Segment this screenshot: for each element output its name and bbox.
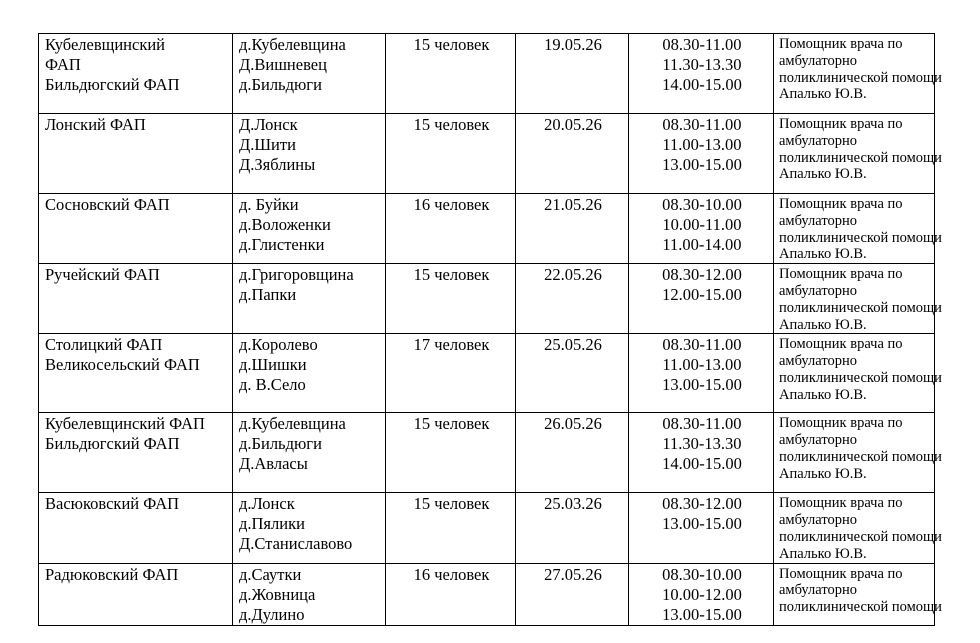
village-name: д.Кубелевщина bbox=[239, 414, 346, 434]
fap-name: ФАП bbox=[45, 55, 81, 74]
time-slot: 10.00-12.00 bbox=[662, 584, 742, 604]
village-name: Д.Станиславово bbox=[239, 534, 353, 554]
staff-line: амбулаторно bbox=[779, 353, 858, 370]
village-name: д.Бильдюги bbox=[239, 434, 322, 454]
staff-line: Помощник врача по bbox=[779, 336, 903, 353]
time-slots-cell bbox=[629, 413, 774, 493]
staff-line: Помощник врача по bbox=[779, 415, 903, 432]
time-slot: 11.30-13.30 bbox=[662, 434, 742, 454]
visit-date: 21.05.26 bbox=[544, 195, 602, 214]
time-slot: 08.30-12.00 bbox=[662, 265, 742, 285]
village-name: д.Саутки bbox=[239, 564, 302, 584]
people-count-cell bbox=[386, 413, 516, 493]
time-slot: 13.00-15.00 bbox=[662, 155, 742, 174]
visit-date: 20.05.26 bbox=[544, 115, 602, 134]
village-name: д.Дулино bbox=[239, 604, 305, 624]
villages-cell bbox=[233, 194, 386, 264]
people-count: 15 человек bbox=[413, 414, 490, 434]
village-name: Д.Лонск bbox=[239, 115, 298, 134]
staff-line: поликлинической помощи bbox=[779, 69, 942, 86]
visit-date: 22.05.26 bbox=[544, 265, 602, 285]
village-name: д.Жовница bbox=[239, 584, 316, 604]
time-slot: 11.00-14.00 bbox=[662, 235, 742, 254]
time-slot: 12.00-15.00 bbox=[662, 285, 742, 305]
village-name: д.Королево bbox=[239, 335, 318, 355]
fap-name-cell bbox=[39, 264, 233, 334]
staff-line: поликлинической помощи bbox=[779, 599, 942, 616]
responsible-staff-cell bbox=[774, 413, 942, 493]
table-row bbox=[39, 563, 935, 625]
village-name: д.Григоровщина bbox=[239, 265, 354, 285]
people-count: 15 человек bbox=[413, 35, 490, 54]
village-name: д.Папки bbox=[239, 285, 297, 305]
visit-date: 26.05.26 bbox=[544, 414, 602, 434]
village-name: д.Кубелевщина bbox=[239, 35, 346, 54]
responsible-staff-cell bbox=[774, 114, 942, 194]
fap-name: Столицкий ФАП bbox=[45, 335, 163, 355]
staff-line: поликлинической помощи bbox=[779, 528, 942, 545]
staff-line: амбулаторно bbox=[779, 282, 858, 299]
date-cell bbox=[516, 264, 629, 334]
fap-name: Кубелевщинский ФАП bbox=[45, 414, 205, 434]
time-slot: 13.00-15.00 bbox=[662, 514, 742, 534]
village-name: д.Воложенки bbox=[239, 215, 331, 234]
schedule-table bbox=[38, 33, 942, 626]
people-count: 15 человек bbox=[413, 115, 490, 134]
date-cell bbox=[516, 493, 629, 563]
time-slot: 11.00-13.00 bbox=[662, 355, 742, 375]
responsible-staff-cell bbox=[774, 563, 942, 625]
staff-line: Помощник врача по bbox=[779, 116, 903, 132]
staff-line: Апалько Ю.В. bbox=[779, 545, 867, 562]
fap-name-cell bbox=[39, 493, 233, 563]
date-cell bbox=[516, 334, 629, 413]
village-name: д. Буйки bbox=[239, 195, 299, 214]
table-row bbox=[39, 334, 935, 413]
responsible-staff-cell bbox=[774, 493, 942, 563]
time-slot: 13.00-15.00 bbox=[662, 375, 742, 395]
staff-line: Апалько Ю.В. bbox=[779, 316, 867, 333]
time-slot: 08.30-11.00 bbox=[662, 335, 742, 355]
people-count: 15 человек bbox=[413, 265, 490, 285]
visit-date: 19.05.26 bbox=[544, 35, 602, 54]
time-slots-cell bbox=[629, 194, 774, 264]
time-slot: 11.30-13.30 bbox=[662, 55, 742, 74]
village-name: д.Лонск bbox=[239, 494, 295, 514]
people-count-cell bbox=[386, 563, 516, 625]
staff-line: амбулаторно bbox=[779, 512, 858, 529]
time-slots-cell bbox=[629, 334, 774, 413]
time-slot: 08.30-10.00 bbox=[662, 564, 742, 584]
time-slot: 11.00-13.00 bbox=[662, 135, 742, 154]
time-slot: 08.30-12.00 bbox=[662, 494, 742, 514]
people-count-cell bbox=[386, 194, 516, 264]
time-slots-cell bbox=[629, 493, 774, 563]
villages-cell bbox=[233, 264, 386, 334]
people-count: 16 человек bbox=[413, 564, 490, 584]
people-count-cell bbox=[386, 264, 516, 334]
time-slot: 08.30-11.00 bbox=[662, 414, 742, 434]
schedule-table-body bbox=[39, 34, 942, 626]
village-name: д.Шишки bbox=[239, 355, 307, 375]
fap-name-cell bbox=[39, 114, 233, 194]
village-name: Д.Шити bbox=[239, 135, 296, 154]
time-slot: 14.00-15.00 bbox=[662, 75, 742, 94]
responsible-staff-cell bbox=[774, 334, 942, 413]
village-name: Д.Зяблины bbox=[239, 155, 316, 174]
villages-cell bbox=[233, 413, 386, 493]
time-slot: 13.00-15.00 bbox=[662, 604, 742, 624]
fap-name-cell bbox=[39, 563, 233, 625]
staff-line: Помощник врача по bbox=[779, 36, 903, 52]
table-row bbox=[39, 493, 935, 563]
fap-name: Васюковский ФАП bbox=[45, 494, 180, 514]
date-cell bbox=[516, 563, 629, 625]
staff-line: амбулаторно bbox=[779, 582, 858, 599]
responsible-staff-cell bbox=[774, 194, 942, 264]
time-slot: 08.30-11.00 bbox=[662, 35, 742, 54]
visit-date: 25.03.26 bbox=[544, 494, 602, 514]
time-slots-cell bbox=[629, 114, 774, 194]
staff-line: Апалько Ю.В. bbox=[779, 166, 867, 183]
visit-date: 27.05.26 bbox=[544, 564, 602, 584]
villages-cell bbox=[233, 34, 386, 114]
fap-name: Кубелевщинский bbox=[45, 35, 166, 54]
village-name: д. В.Село bbox=[239, 375, 306, 395]
people-count-cell bbox=[386, 114, 516, 194]
villages-cell bbox=[233, 493, 386, 563]
village-name: Д.Вишневец bbox=[239, 55, 327, 74]
village-name: д.Бильдюги bbox=[239, 75, 322, 94]
staff-line: Апалько Ю.В. bbox=[779, 465, 867, 482]
fap-name: Великосельский ФАП bbox=[45, 355, 200, 375]
staff-line: амбулаторно bbox=[779, 132, 858, 149]
staff-line: поликлинической помощи bbox=[779, 299, 942, 316]
date-cell bbox=[516, 413, 629, 493]
staff-line: Апалько Ю.В. bbox=[779, 246, 867, 263]
time-slot: 08.30-11.00 bbox=[662, 115, 742, 134]
village-name: д.Пялики bbox=[239, 514, 305, 534]
time-slots-cell bbox=[629, 264, 774, 334]
date-cell bbox=[516, 114, 629, 194]
people-count: 17 человек bbox=[413, 335, 490, 355]
staff-line: Апалько Ю.В. bbox=[779, 386, 867, 403]
staff-line: амбулаторно bbox=[779, 52, 858, 69]
table-row bbox=[39, 34, 935, 114]
fap-name: Ручейский ФАП bbox=[45, 265, 160, 285]
staff-line: поликлинической помощи bbox=[779, 149, 942, 166]
date-cell bbox=[516, 34, 629, 114]
time-slot: 08.30-10.00 bbox=[662, 195, 742, 214]
visit-date: 25.05.26 bbox=[544, 335, 602, 355]
fap-name: Бильдюгский ФАП bbox=[45, 434, 180, 454]
fap-name: Сосновский ФАП bbox=[45, 195, 170, 214]
staff-line: поликлинической помощи bbox=[779, 369, 942, 386]
staff-line: Помощник врача по bbox=[779, 565, 903, 582]
village-name: д.Глистенки bbox=[239, 235, 325, 254]
staff-line: амбулаторно bbox=[779, 432, 858, 449]
villages-cell bbox=[233, 334, 386, 413]
fap-name: Бильдюгский ФАП bbox=[45, 75, 180, 94]
table-row bbox=[39, 194, 935, 264]
village-name: Д.Авласы bbox=[239, 454, 308, 474]
fap-name-cell bbox=[39, 194, 233, 264]
time-slots-cell bbox=[629, 563, 774, 625]
people-count-cell bbox=[386, 34, 516, 114]
time-slot: 14.00-15.00 bbox=[662, 454, 742, 474]
fap-name-cell bbox=[39, 413, 233, 493]
date-cell bbox=[516, 194, 629, 264]
staff-line: амбулаторно bbox=[779, 212, 858, 229]
villages-cell bbox=[233, 563, 386, 625]
fap-name: Лонский ФАП bbox=[45, 115, 146, 134]
people-count-cell bbox=[386, 334, 516, 413]
table-row bbox=[39, 114, 935, 194]
fap-name-cell bbox=[39, 34, 233, 114]
responsible-staff-cell bbox=[774, 264, 942, 334]
staff-line: поликлинической помощи bbox=[779, 448, 942, 465]
people-count: 15 человек bbox=[413, 494, 490, 514]
staff-line: Помощник врача по bbox=[779, 495, 903, 512]
fap-name-cell bbox=[39, 334, 233, 413]
staff-line: Помощник врача по bbox=[779, 266, 903, 283]
responsible-staff-cell bbox=[774, 34, 942, 114]
time-slots-cell bbox=[629, 34, 774, 114]
people-count: 16 человек bbox=[413, 195, 490, 214]
staff-line: Апалько Ю.В. bbox=[779, 86, 867, 103]
staff-line: Помощник врача по bbox=[779, 196, 903, 212]
schedule-page bbox=[38, 33, 942, 626]
table-row bbox=[39, 413, 935, 493]
table-row bbox=[39, 264, 935, 334]
villages-cell bbox=[233, 114, 386, 194]
fap-name: Радюковский ФАП bbox=[45, 564, 179, 584]
people-count-cell bbox=[386, 493, 516, 563]
time-slot: 10.00-11.00 bbox=[662, 215, 742, 234]
staff-line: поликлинической помощи bbox=[779, 229, 942, 246]
